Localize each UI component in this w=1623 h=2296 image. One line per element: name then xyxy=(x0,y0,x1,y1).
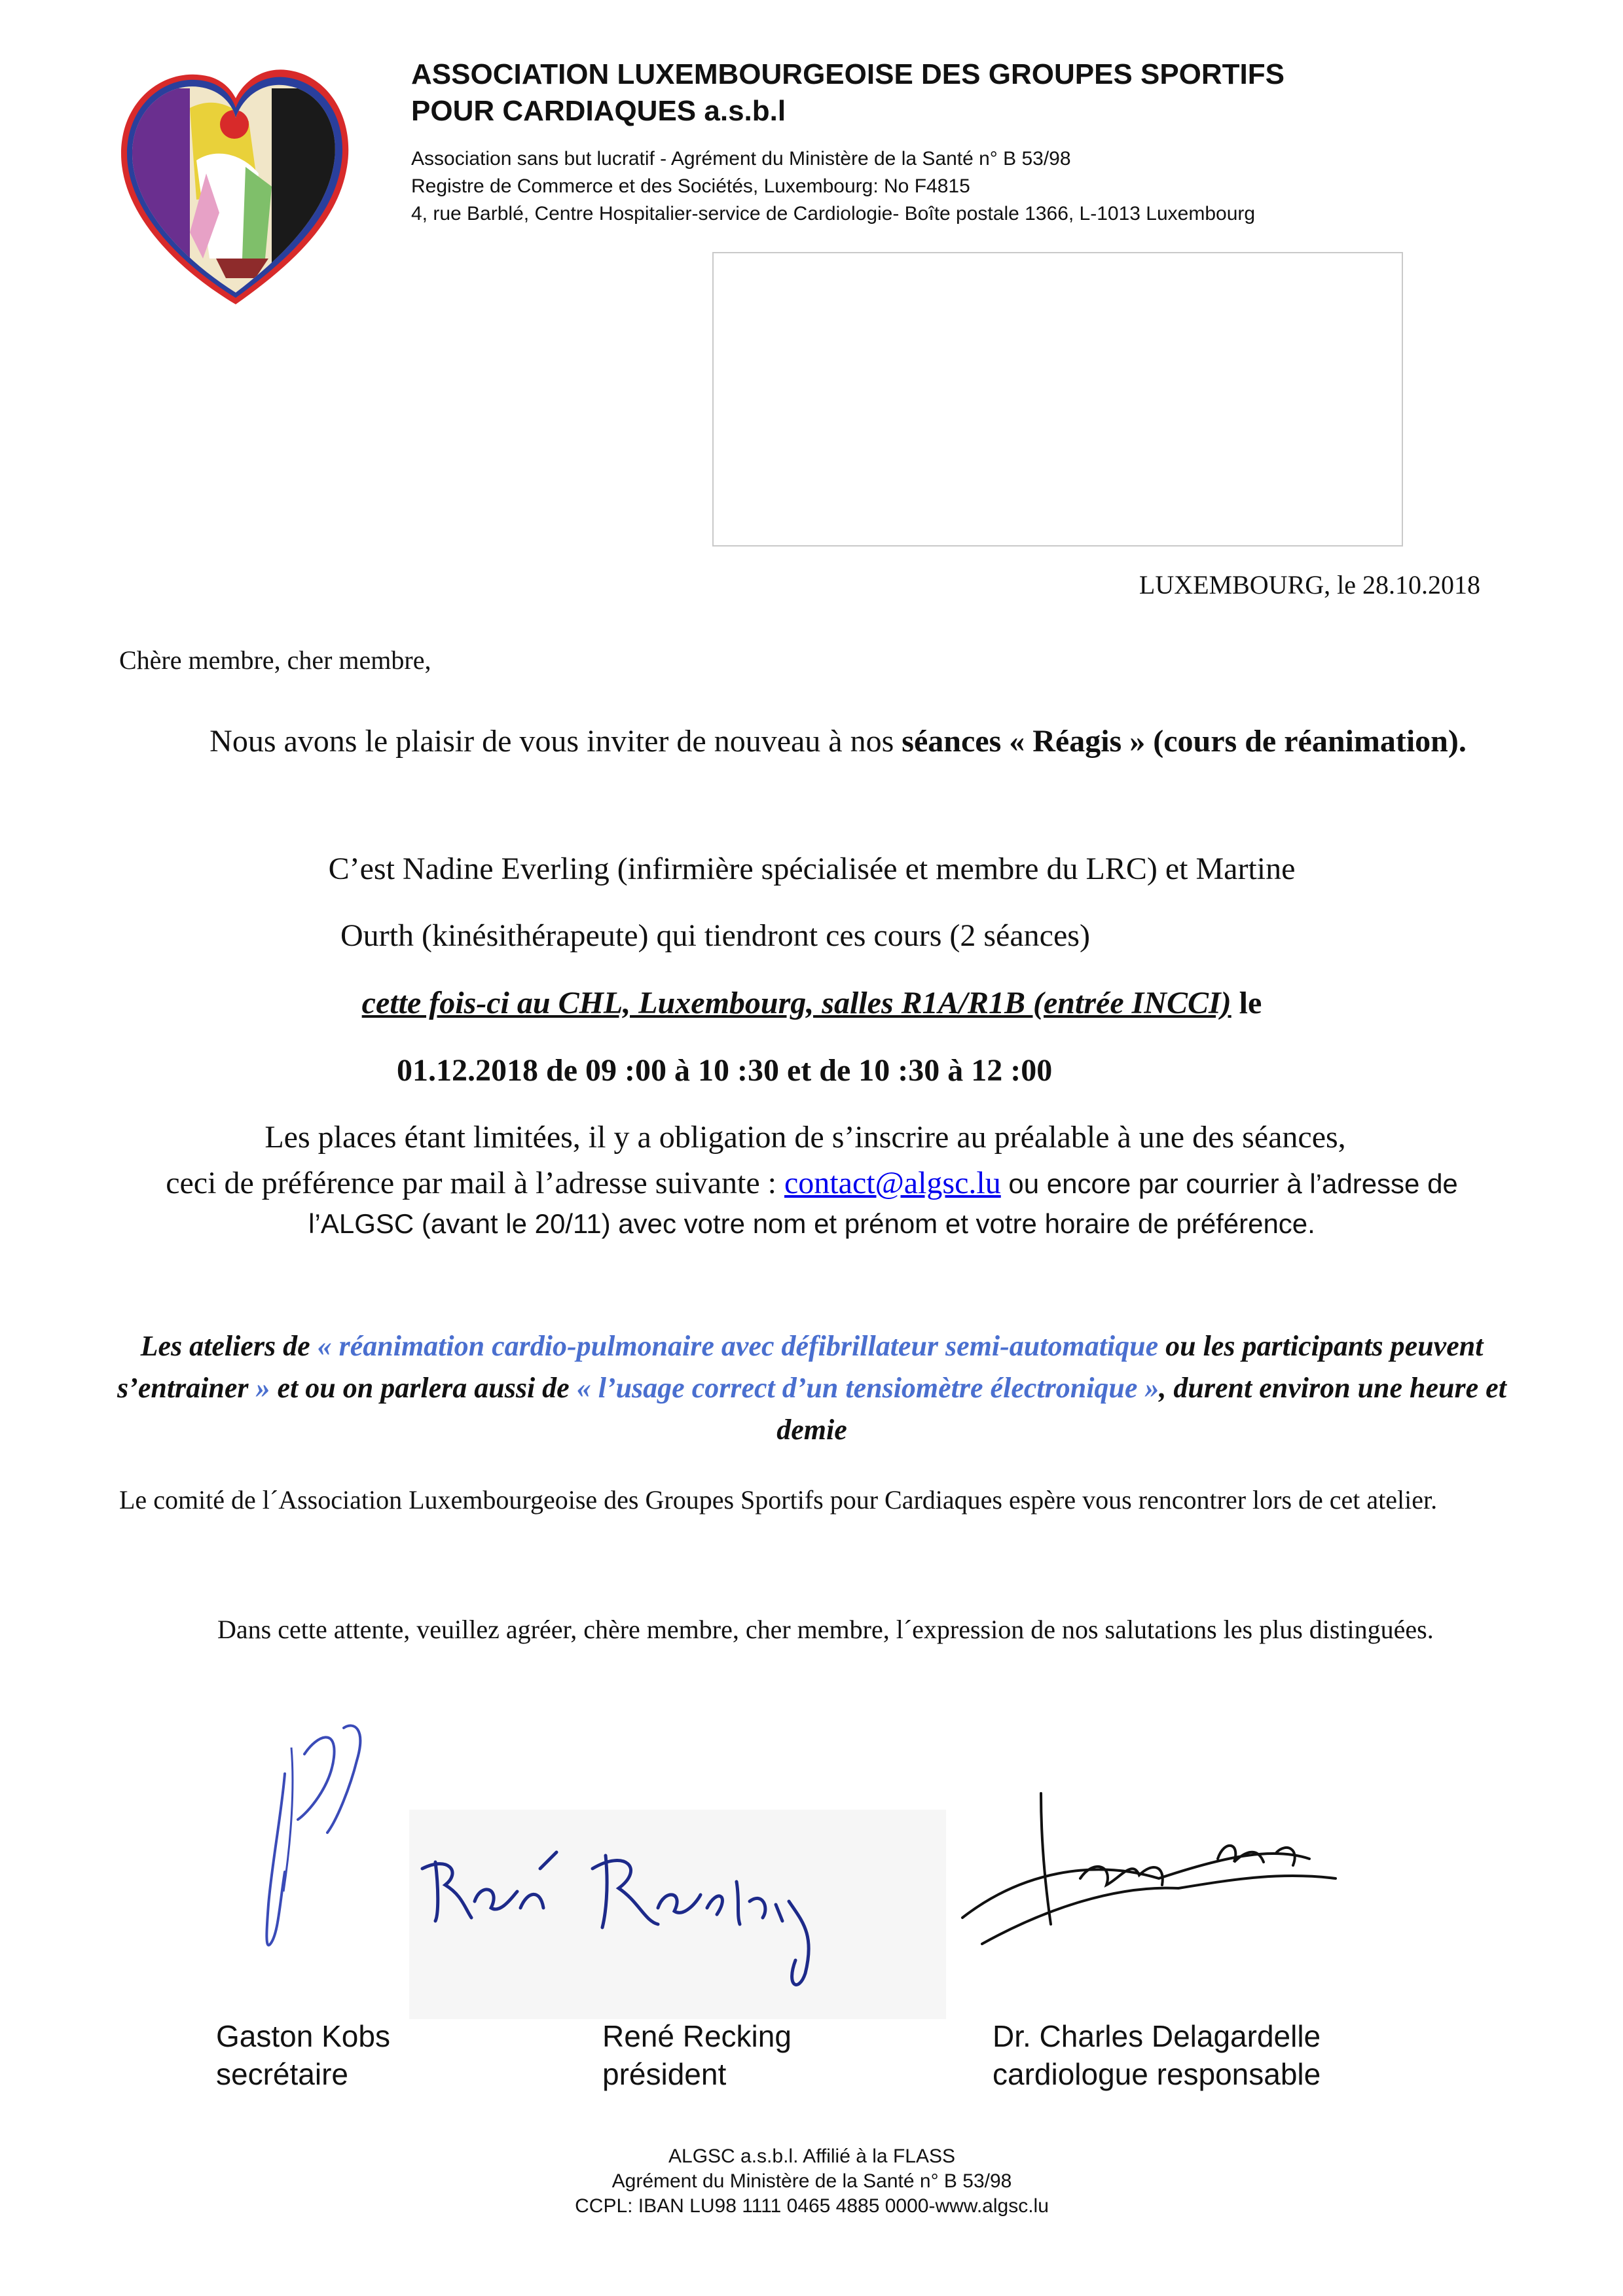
workshop-topic-1: « réanimation cardio-pulmonaire avec défibrillateur semi-automatique xyxy=(317,1330,1159,1362)
registration-details xyxy=(118,1164,1506,1244)
heart-logo xyxy=(118,62,354,311)
signatory-name: Gaston Kobs xyxy=(216,2019,390,2053)
registration-intro: ceci de préférence par mail à l’adresse suivante : xyxy=(166,1166,784,1200)
signatory-gaston-kobs xyxy=(216,2017,390,2093)
invitation-intro: Nous avons le plaisir de vous inviter de nouveau à nos xyxy=(210,724,902,759)
address-window-box xyxy=(712,252,1403,547)
footer-approval: Agrément du Ministère de la Santé n° B 53/98 xyxy=(611,2170,1012,2192)
footer-affiliation: ALGSC a.s.b.l. Affilié à la FLASS xyxy=(668,2145,955,2167)
salutation: Chère membre, cher membre, xyxy=(119,645,431,675)
signature-charles-delagardelle xyxy=(943,1780,1349,1990)
organization-title-line-2: POUR CARDIAQUES a.s.b.l xyxy=(411,95,786,127)
trainers-line-2: Ourth (kinésithérapeute) qui tiendront ces cours (2 séances) xyxy=(340,918,1090,953)
email-link[interactable]: contact@algsc.lu xyxy=(784,1166,1001,1200)
workshop-quote-close: » xyxy=(255,1372,270,1404)
workshop-text-3: et ou on parlera aussi de xyxy=(270,1372,577,1404)
signatory-rene-recking xyxy=(602,2017,792,2093)
organization-commerce-register: Registre de Commerce et des Sociétés, Luxembourg: No F4815 xyxy=(411,175,970,197)
signature-gaston-kobs xyxy=(246,1708,376,1996)
organization-details xyxy=(411,145,1557,228)
workshop-text-1: Les ateliers de xyxy=(140,1330,318,1362)
signatory-name: Dr. Charles Delagardelle xyxy=(993,2019,1321,2053)
invitation-paragraph xyxy=(196,720,1480,763)
signature-rene-recking xyxy=(409,1810,946,2019)
footer-bank-website: CCPL: IBAN LU98 1111 0465 4885 0000-www.algsc.lu xyxy=(575,2195,1049,2217)
workshop-text-2: ou les participants peuvent s’entrainer xyxy=(117,1330,1484,1404)
registration-line-1: Les places étant limitées, il y a obligation de s’inscrire au préalable à une des séances, xyxy=(264,1120,1346,1155)
letter-date: LUXEMBOURG, le 28.10.2018 xyxy=(1139,570,1480,600)
organization-title-line-1: ASSOCIATION LUXEMBOURGEOISE DES GROUPES SPORTIFS xyxy=(411,58,1285,90)
footer xyxy=(354,2144,1270,2219)
organization-title xyxy=(411,56,1524,130)
location-suffix: le xyxy=(1231,986,1262,1020)
workshop-description xyxy=(105,1325,1519,1451)
location-line xyxy=(118,985,1506,1021)
session-schedule: 01.12.2018 de 09 :00 à 10 :30 et de 10 :30 à 12 :00 xyxy=(397,1053,1053,1088)
organization-registration: Association sans but lucratif - Agrément du Ministère de la Santé n° B 53/98 xyxy=(411,148,1071,170)
signatory-charles-delagardelle xyxy=(993,2017,1321,2093)
organization-address: 4, rue Barblé, Centre Hospitalier-service de Cardiologie- Boîte postale 1366, L-1013 Luxembourg xyxy=(411,203,1256,224)
workshop-text-4: , durent environ une heure et demie xyxy=(776,1372,1506,1446)
workshop-topic-2: « l’usage correct d’un tensiomètre électronique » xyxy=(576,1372,1159,1404)
registration-rest: ou encore par courrier à l’adresse de l’ALGSC (avant le 20/11) avec votre nom et prénom et votre horaire de préférence. xyxy=(308,1168,1458,1239)
trainers-line-1: C’est Nadine Everling (infirmière spécialisée et membre du LRC) et Martine xyxy=(328,852,1296,886)
location-venue: cette fois-ci au CHL, Luxembourg, salles R1A/R1B (entrée INCCI) xyxy=(361,986,1231,1020)
signatory-name: René Recking xyxy=(602,2019,792,2053)
invitation-session-name: séances « Réagis » (cours de réanimation). xyxy=(902,724,1467,759)
signatory-role: cardiologue responsable xyxy=(993,2057,1321,2091)
committee-paragraph: Le comité de l´Association Luxembourgeoise des Groupes Sportifs pour Cardiaques espère vous rencontrer lors de cet atelier. xyxy=(119,1485,1438,1515)
signatory-role: secrétaire xyxy=(216,2057,348,2091)
signatory-role: président xyxy=(602,2057,727,2091)
closing-paragraph: Dans cette attente, veuillez agréer, chère membre, cher membre, l´expression de nos salutations les plus distinguées. xyxy=(217,1615,1434,1644)
